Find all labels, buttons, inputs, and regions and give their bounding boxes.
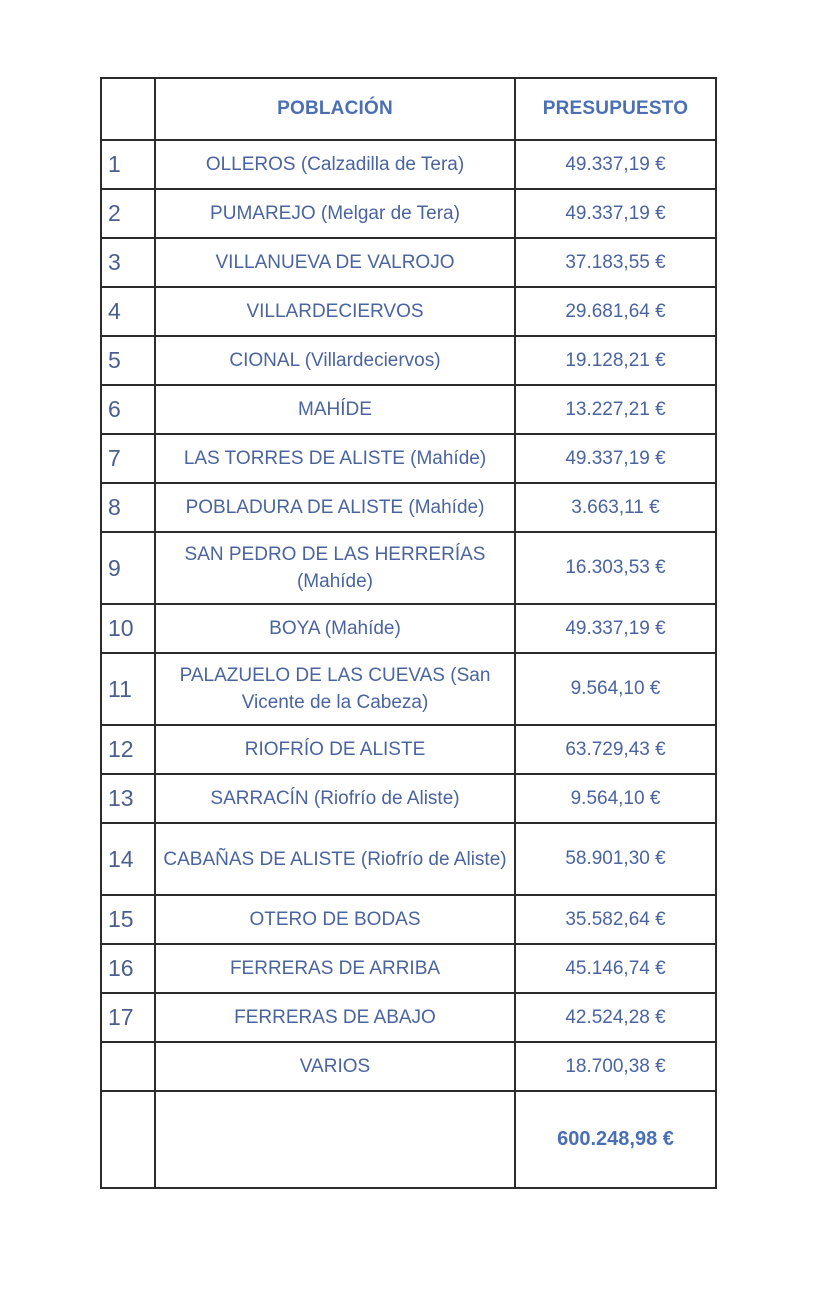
table-header (101, 78, 716, 140)
row-poblacion: BOYA (Mahíde) (155, 604, 515, 653)
row-poblacion: POBLADURA DE ALISTE (Mahíde) (155, 483, 515, 532)
row-poblacion: PUMAREJO (Melgar de Tera) (155, 189, 515, 238)
row-number: 14 (101, 823, 155, 895)
row-poblacion: FERRERAS DE ARRIBA (155, 944, 515, 993)
table-row (101, 189, 716, 238)
row-presupuesto: 49.337,19 € (515, 604, 716, 653)
header-num (101, 78, 155, 140)
row-number: 11 (101, 653, 155, 725)
header-row (101, 78, 716, 140)
table-row (101, 944, 716, 993)
row-presupuesto: 16.303,53 € (515, 532, 716, 604)
row-number: 13 (101, 774, 155, 823)
row-number: 17 (101, 993, 155, 1042)
row-poblacion: VILLARDECIERVOS (155, 287, 515, 336)
row-presupuesto: 63.729,43 € (515, 725, 716, 774)
row-number: 1 (101, 140, 155, 189)
row-presupuesto: 9.564,10 € (515, 653, 716, 725)
row-poblacion: CIONAL (Villardeciervos) (155, 336, 515, 385)
table-row (101, 483, 716, 532)
row-number (101, 1042, 155, 1091)
row-presupuesto: 49.337,19 € (515, 140, 716, 189)
total-presupuesto: 600.248,98 € (515, 1091, 716, 1188)
row-presupuesto: 37.183,55 € (515, 238, 716, 287)
row-number: 6 (101, 385, 155, 434)
table-row (101, 385, 716, 434)
row-presupuesto: 19.128,21 € (515, 336, 716, 385)
table-row (101, 287, 716, 336)
table-row (101, 1042, 716, 1091)
row-number: 8 (101, 483, 155, 532)
row-poblacion: OLLEROS (Calzadilla de Tera) (155, 140, 515, 189)
row-presupuesto: 58.901,30 € (515, 823, 716, 895)
table-row (101, 434, 716, 483)
total-poblacion (155, 1091, 515, 1188)
row-number: 16 (101, 944, 155, 993)
row-presupuesto: 3.663,11 € (515, 483, 716, 532)
row-poblacion: OTERO DE BODAS (155, 895, 515, 944)
table-row (101, 140, 716, 189)
row-number: 15 (101, 895, 155, 944)
row-poblacion: RIOFRÍO DE ALISTE (155, 725, 515, 774)
row-presupuesto: 49.337,19 € (515, 434, 716, 483)
row-poblacion: MAHÍDE (155, 385, 515, 434)
row-presupuesto: 9.564,10 € (515, 774, 716, 823)
table-body (101, 140, 716, 1188)
table-row (101, 993, 716, 1042)
table-row (101, 604, 716, 653)
row-poblacion: PALAZUELO DE LAS CUEVAS (San Vicente de la Cabeza) (155, 653, 515, 725)
row-presupuesto: 29.681,64 € (515, 287, 716, 336)
row-poblacion: VARIOS (155, 1042, 515, 1091)
row-presupuesto: 18.700,38 € (515, 1042, 716, 1091)
table-row (101, 774, 716, 823)
row-number: 9 (101, 532, 155, 604)
total-row (101, 1091, 716, 1188)
row-poblacion: CABAÑAS DE ALISTE (Riofrío de Aliste) (155, 823, 515, 895)
row-number: 10 (101, 604, 155, 653)
table-row (101, 336, 716, 385)
row-number: 5 (101, 336, 155, 385)
row-number: 7 (101, 434, 155, 483)
row-presupuesto: 13.227,21 € (515, 385, 716, 434)
row-presupuesto: 35.582,64 € (515, 895, 716, 944)
row-poblacion: VILLANUEVA DE VALROJO (155, 238, 515, 287)
table-row (101, 725, 716, 774)
table-row (101, 895, 716, 944)
header-poblacion: POBLACIÓN (155, 78, 515, 140)
table-row (101, 653, 716, 725)
row-presupuesto: 45.146,74 € (515, 944, 716, 993)
table-row (101, 823, 716, 895)
row-presupuesto: 42.524,28 € (515, 993, 716, 1042)
row-number: 12 (101, 725, 155, 774)
budget-table (100, 77, 717, 1189)
row-number: 4 (101, 287, 155, 336)
row-number: 3 (101, 238, 155, 287)
row-poblacion: SAN PEDRO DE LAS HERRERÍAS (Mahíde) (155, 532, 515, 604)
row-poblacion: LAS TORRES DE ALISTE (Mahíde) (155, 434, 515, 483)
row-number: 2 (101, 189, 155, 238)
total-number (101, 1091, 155, 1188)
header-presupuesto: PRESUPUESTO (515, 78, 716, 140)
row-presupuesto: 49.337,19 € (515, 189, 716, 238)
table-row (101, 532, 716, 604)
row-poblacion: SARRACÍN (Riofrío de Aliste) (155, 774, 515, 823)
table-row (101, 238, 716, 287)
row-poblacion: FERRERAS DE ABAJO (155, 993, 515, 1042)
